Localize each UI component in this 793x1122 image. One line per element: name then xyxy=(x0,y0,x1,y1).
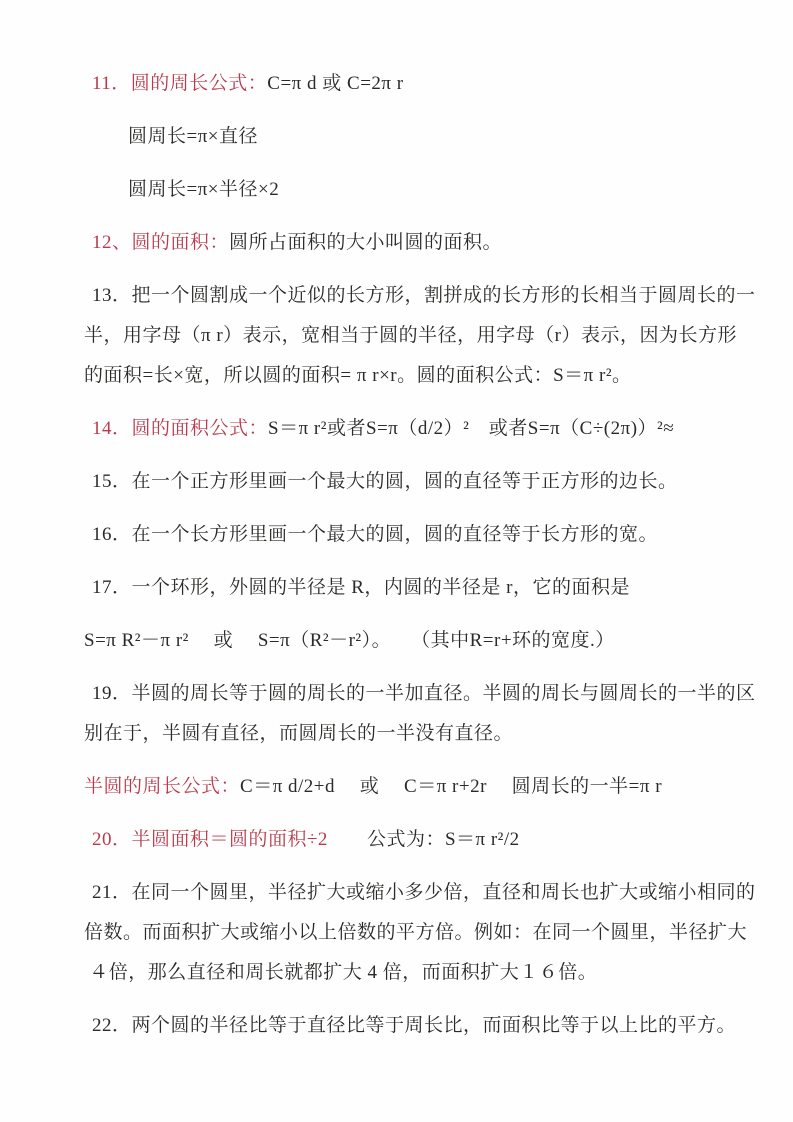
highlighted-text: 11．圆的周长公式： xyxy=(92,73,268,94)
body-text: S=π R²－π r² 或 S=π（R²－r²）。 （其中R=r+环的宽度.） xyxy=(84,630,615,651)
body-text: S＝π r²或者S=π（d/2）² 或者S=π（C÷(2π)）²≈ xyxy=(268,418,675,439)
text-line xyxy=(84,714,745,754)
text-line xyxy=(84,117,745,157)
text-line xyxy=(84,568,745,608)
highlighted-text: 20．半圆面积＝圆的面积÷2 xyxy=(92,829,328,850)
body-text: 13．把一个圆割成一个近似的长方形，割拼成的长方形的长相当于圆周长的一 xyxy=(92,285,756,306)
text-line xyxy=(84,674,756,714)
body-text: 的面积=长×宽，所以圆的面积= π r×r。圆的面积公式：S＝π r²。 xyxy=(84,365,632,386)
body-text: 19．半圆的周长等于圆的周长的一半加直径。半圆的周长与圆周长的一半的区 xyxy=(92,683,756,704)
item-17 xyxy=(84,568,745,608)
body-text: 圆周长=π×直径 xyxy=(128,126,259,147)
body-text: 倍数。而面积扩大或缩小以上倍数的平方倍。例如：在同一个圆里，半径扩大 xyxy=(84,922,748,943)
item-11-sub-2 xyxy=(84,170,745,210)
text-line xyxy=(84,913,748,953)
text-line xyxy=(84,316,745,356)
body-text: C=π d 或 C=2π r xyxy=(267,73,404,94)
item-19 xyxy=(84,674,756,754)
text-line xyxy=(84,356,745,396)
body-text: 别在于，半圆有直径，而圆周长的一半没有直径。 xyxy=(84,723,514,744)
body-text: C＝π d/2+d 或 C＝π r+2r 圆周长的一半=π r xyxy=(240,776,663,797)
text-line xyxy=(84,409,745,449)
text-line xyxy=(84,820,745,860)
highlighted-text: 14．圆的面积公式： xyxy=(92,418,269,439)
text-line xyxy=(84,515,745,555)
document-body xyxy=(84,64,756,1046)
highlighted-text: 12、圆的面积： xyxy=(92,232,230,253)
item-11 xyxy=(84,64,745,104)
text-line xyxy=(84,462,745,502)
text-line xyxy=(84,621,745,661)
item-14 xyxy=(84,409,745,449)
body-text: 圆周长=π×半径×2 xyxy=(128,179,280,200)
text-line xyxy=(84,767,745,807)
body-text: 圆所占面积的大小叫圆的面积。 xyxy=(229,232,503,253)
body-text: 公式为：S＝π r²/2 xyxy=(327,829,520,850)
item-20 xyxy=(84,820,745,860)
text-line xyxy=(84,1006,745,1046)
text-line xyxy=(84,276,756,316)
text-line xyxy=(84,223,745,263)
body-text: 16．在一个长方形里画一个最大的圆，圆的直径等于长方形的宽。 xyxy=(92,524,659,545)
item-17-formula xyxy=(84,621,745,661)
body-text: 21．在同一个圆里，半径扩大或缩小多少倍，直径和周长也扩大或缩小相同的 xyxy=(92,882,756,903)
semicircle-perimeter-formula xyxy=(84,767,745,807)
item-11-sub-1 xyxy=(84,117,745,157)
text-line xyxy=(84,64,745,104)
item-16 xyxy=(84,515,745,555)
item-15 xyxy=(84,462,745,502)
body-text: 半，用字母（π r）表示，宽相当于圆的半径，用字母（r）表示，因为长方形 xyxy=(84,325,737,346)
highlighted-text: 半圆的周长公式： xyxy=(84,776,241,797)
body-text: 17．一个环形，外圆的半径是 R，内圆的半径是 r，它的面积是 xyxy=(92,577,631,598)
text-line xyxy=(84,953,745,993)
body-text: 15．在一个正方形里画一个最大的圆，圆的直径等于正方形的边长。 xyxy=(92,471,678,492)
body-text: ４倍，那么直径和周长就都扩大 4 倍，而面积扩大１６倍。 xyxy=(84,962,598,983)
text-line xyxy=(84,873,756,913)
item-21 xyxy=(84,873,756,993)
item-22 xyxy=(84,1006,745,1046)
text-line xyxy=(84,170,745,210)
item-13 xyxy=(84,276,756,396)
body-text: 22．两个圆的半径比等于直径比等于周长比，而面积比等于以上比的平方。 xyxy=(92,1015,737,1036)
item-12 xyxy=(84,223,745,263)
